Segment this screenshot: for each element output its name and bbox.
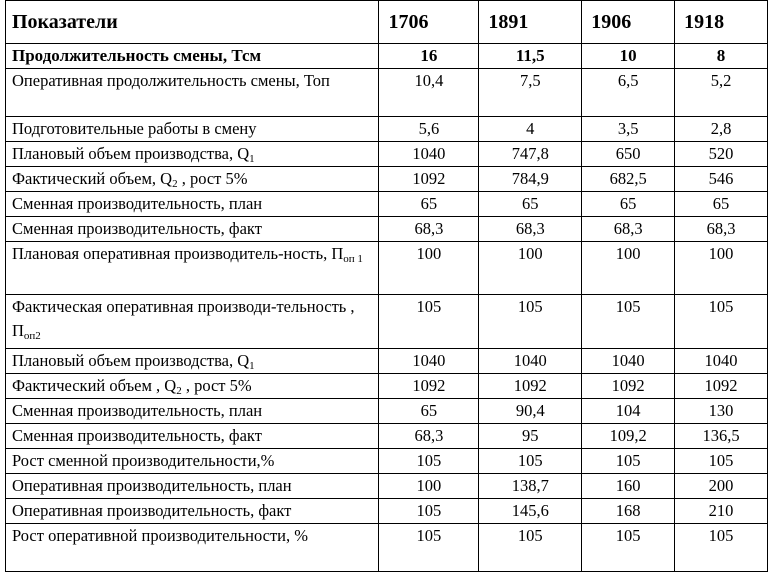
- value-cell: 68,3: [675, 217, 768, 242]
- row-label-subscript: 1: [249, 360, 255, 372]
- value-cell: 100: [379, 474, 479, 499]
- value-cell: 65: [675, 192, 768, 217]
- row-label: [6, 44, 379, 69]
- table-header-row: [6, 1, 768, 44]
- value-cell: 68,3: [379, 424, 479, 449]
- value-cell: 105: [379, 449, 479, 474]
- row-label-text: Фактическая оперативная производи-тельность , П: [12, 297, 355, 340]
- table-row: [6, 117, 768, 142]
- table-row: [6, 374, 768, 399]
- row-label-text: Подготовительные работы в смену: [12, 119, 257, 138]
- table-row: [6, 142, 768, 167]
- row-label-subscript: 2: [176, 385, 182, 397]
- value-cell: 136,5: [675, 424, 768, 449]
- value-cell: 1040: [479, 349, 582, 374]
- value-cell: 16: [379, 44, 479, 69]
- row-label-text: Оперативная продолжительность смены, Топ: [12, 71, 330, 90]
- value-cell: 10,4: [379, 69, 479, 117]
- table-row: [6, 399, 768, 424]
- value-cell: 65: [582, 192, 675, 217]
- value-cell: 160: [582, 474, 675, 499]
- row-label: [6, 349, 379, 374]
- table-row: [6, 349, 768, 374]
- value-cell: 1092: [582, 374, 675, 399]
- value-cell: 138,7: [479, 474, 582, 499]
- value-cell: 100: [479, 242, 582, 295]
- row-label: [6, 474, 379, 499]
- row-label-text: Сменная производительность, факт: [12, 219, 262, 238]
- row-label: [6, 374, 379, 399]
- value-cell: 7,5: [479, 69, 582, 117]
- row-label-text: Рост оперативной производительности, %: [12, 526, 309, 545]
- value-cell: 11,5: [479, 44, 582, 69]
- row-label: [6, 449, 379, 474]
- row-label-text: Плановый объем производства, Q: [12, 144, 250, 163]
- row-label-text: Плановый объем производства, Q: [12, 351, 250, 370]
- value-cell: 145,6: [479, 499, 582, 524]
- table-row: [6, 449, 768, 474]
- table-row: [6, 44, 768, 69]
- value-cell: 105: [379, 295, 479, 349]
- value-cell: 65: [379, 192, 479, 217]
- value-cell: 109,2: [582, 424, 675, 449]
- value-cell: 130: [675, 399, 768, 424]
- value-cell: 546: [675, 167, 768, 192]
- value-cell: 168: [582, 499, 675, 524]
- row-label-text: Фактический объем, Q: [12, 169, 173, 188]
- table-row: [6, 167, 768, 192]
- value-cell: 68,3: [582, 217, 675, 242]
- value-cell: 100: [675, 242, 768, 295]
- row-label-text: Фактический объем , Q: [12, 376, 177, 395]
- value-cell: 105: [675, 295, 768, 349]
- value-cell: 3,5: [582, 117, 675, 142]
- value-cell: 682,5: [582, 167, 675, 192]
- header-cell: 1891: [479, 1, 582, 44]
- row-label: [6, 524, 379, 572]
- table-row: [6, 474, 768, 499]
- row-label-text: Сменная производительность, факт: [12, 426, 262, 445]
- table-row: [6, 242, 768, 295]
- value-cell: 105: [582, 449, 675, 474]
- row-label: [6, 69, 379, 117]
- value-cell: 1040: [379, 349, 479, 374]
- value-cell: 105: [582, 295, 675, 349]
- row-label-text: Оперативная производительность, факт: [12, 501, 292, 520]
- table-row: [6, 69, 768, 117]
- value-cell: 1092: [379, 374, 479, 399]
- value-cell: 210: [675, 499, 768, 524]
- row-label-subscript: 1: [249, 153, 255, 165]
- value-cell: 68,3: [379, 217, 479, 242]
- table-row: [6, 295, 768, 349]
- row-label: [6, 167, 379, 192]
- value-cell: 68,3: [479, 217, 582, 242]
- row-label: [6, 424, 379, 449]
- table-row: [6, 524, 768, 572]
- row-label: [6, 399, 379, 424]
- value-cell: 1040: [675, 349, 768, 374]
- table-row: [6, 499, 768, 524]
- value-cell: 105: [479, 524, 582, 572]
- row-label-text: Плановая оперативная производитель-ность, П: [12, 244, 344, 263]
- row-label: [6, 192, 379, 217]
- row-label-suffix: , рост 5%: [177, 169, 248, 188]
- value-cell: 90,4: [479, 399, 582, 424]
- value-cell: 100: [379, 242, 479, 295]
- row-label-text: Оперативная производительность, план: [12, 476, 292, 495]
- value-cell: 65: [479, 192, 582, 217]
- value-cell: 105: [379, 499, 479, 524]
- value-cell: 5,2: [675, 69, 768, 117]
- value-cell: 105: [675, 449, 768, 474]
- value-cell: 1092: [675, 374, 768, 399]
- value-cell: 1092: [379, 167, 479, 192]
- value-cell: 1040: [379, 142, 479, 167]
- value-cell: 100: [582, 242, 675, 295]
- value-cell: 8: [675, 44, 768, 69]
- table-row: [6, 424, 768, 449]
- row-label: [6, 242, 379, 295]
- row-label-text: Сменная производительность, план: [12, 194, 263, 213]
- value-cell: 104: [582, 399, 675, 424]
- value-cell: 95: [479, 424, 582, 449]
- row-label: [6, 142, 379, 167]
- header-cell: 1706: [379, 1, 479, 44]
- row-label: [6, 499, 379, 524]
- value-cell: 10: [582, 44, 675, 69]
- value-cell: 6,5: [582, 69, 675, 117]
- value-cell: 105: [479, 295, 582, 349]
- header-cell: 1918: [675, 1, 768, 44]
- table-row: [6, 192, 768, 217]
- value-cell: 520: [675, 142, 768, 167]
- value-cell: 105: [479, 449, 582, 474]
- row-label-suffix: , рост 5%: [181, 376, 252, 395]
- row-label-text: Продолжительность смены, Тсм: [12, 46, 262, 65]
- value-cell: 105: [582, 524, 675, 572]
- row-label-text: Сменная производительность, план: [12, 401, 263, 420]
- value-cell: 747,8: [479, 142, 582, 167]
- value-cell: 650: [582, 142, 675, 167]
- row-label-subscript: оп 1: [343, 253, 363, 265]
- value-cell: 2,8: [675, 117, 768, 142]
- table-row: [6, 217, 768, 242]
- value-cell: 784,9: [479, 167, 582, 192]
- value-cell: 65: [379, 399, 479, 424]
- value-cell: 1040: [582, 349, 675, 374]
- value-cell: 5,6: [379, 117, 479, 142]
- header-cell: Показатели: [6, 1, 379, 44]
- row-label-text: Рост сменной производительности,%: [12, 451, 275, 470]
- row-label: [6, 117, 379, 142]
- value-cell: 4: [479, 117, 582, 142]
- value-cell: 105: [675, 524, 768, 572]
- row-label-subscript: оп2: [23, 330, 41, 342]
- value-cell: 1092: [479, 374, 582, 399]
- indicators-table: [5, 0, 768, 572]
- value-cell: 200: [675, 474, 768, 499]
- row-label-subscript: 2: [172, 178, 178, 190]
- header-cell: 1906: [582, 1, 675, 44]
- row-label: [6, 295, 379, 349]
- value-cell: 105: [379, 524, 479, 572]
- row-label: [6, 217, 379, 242]
